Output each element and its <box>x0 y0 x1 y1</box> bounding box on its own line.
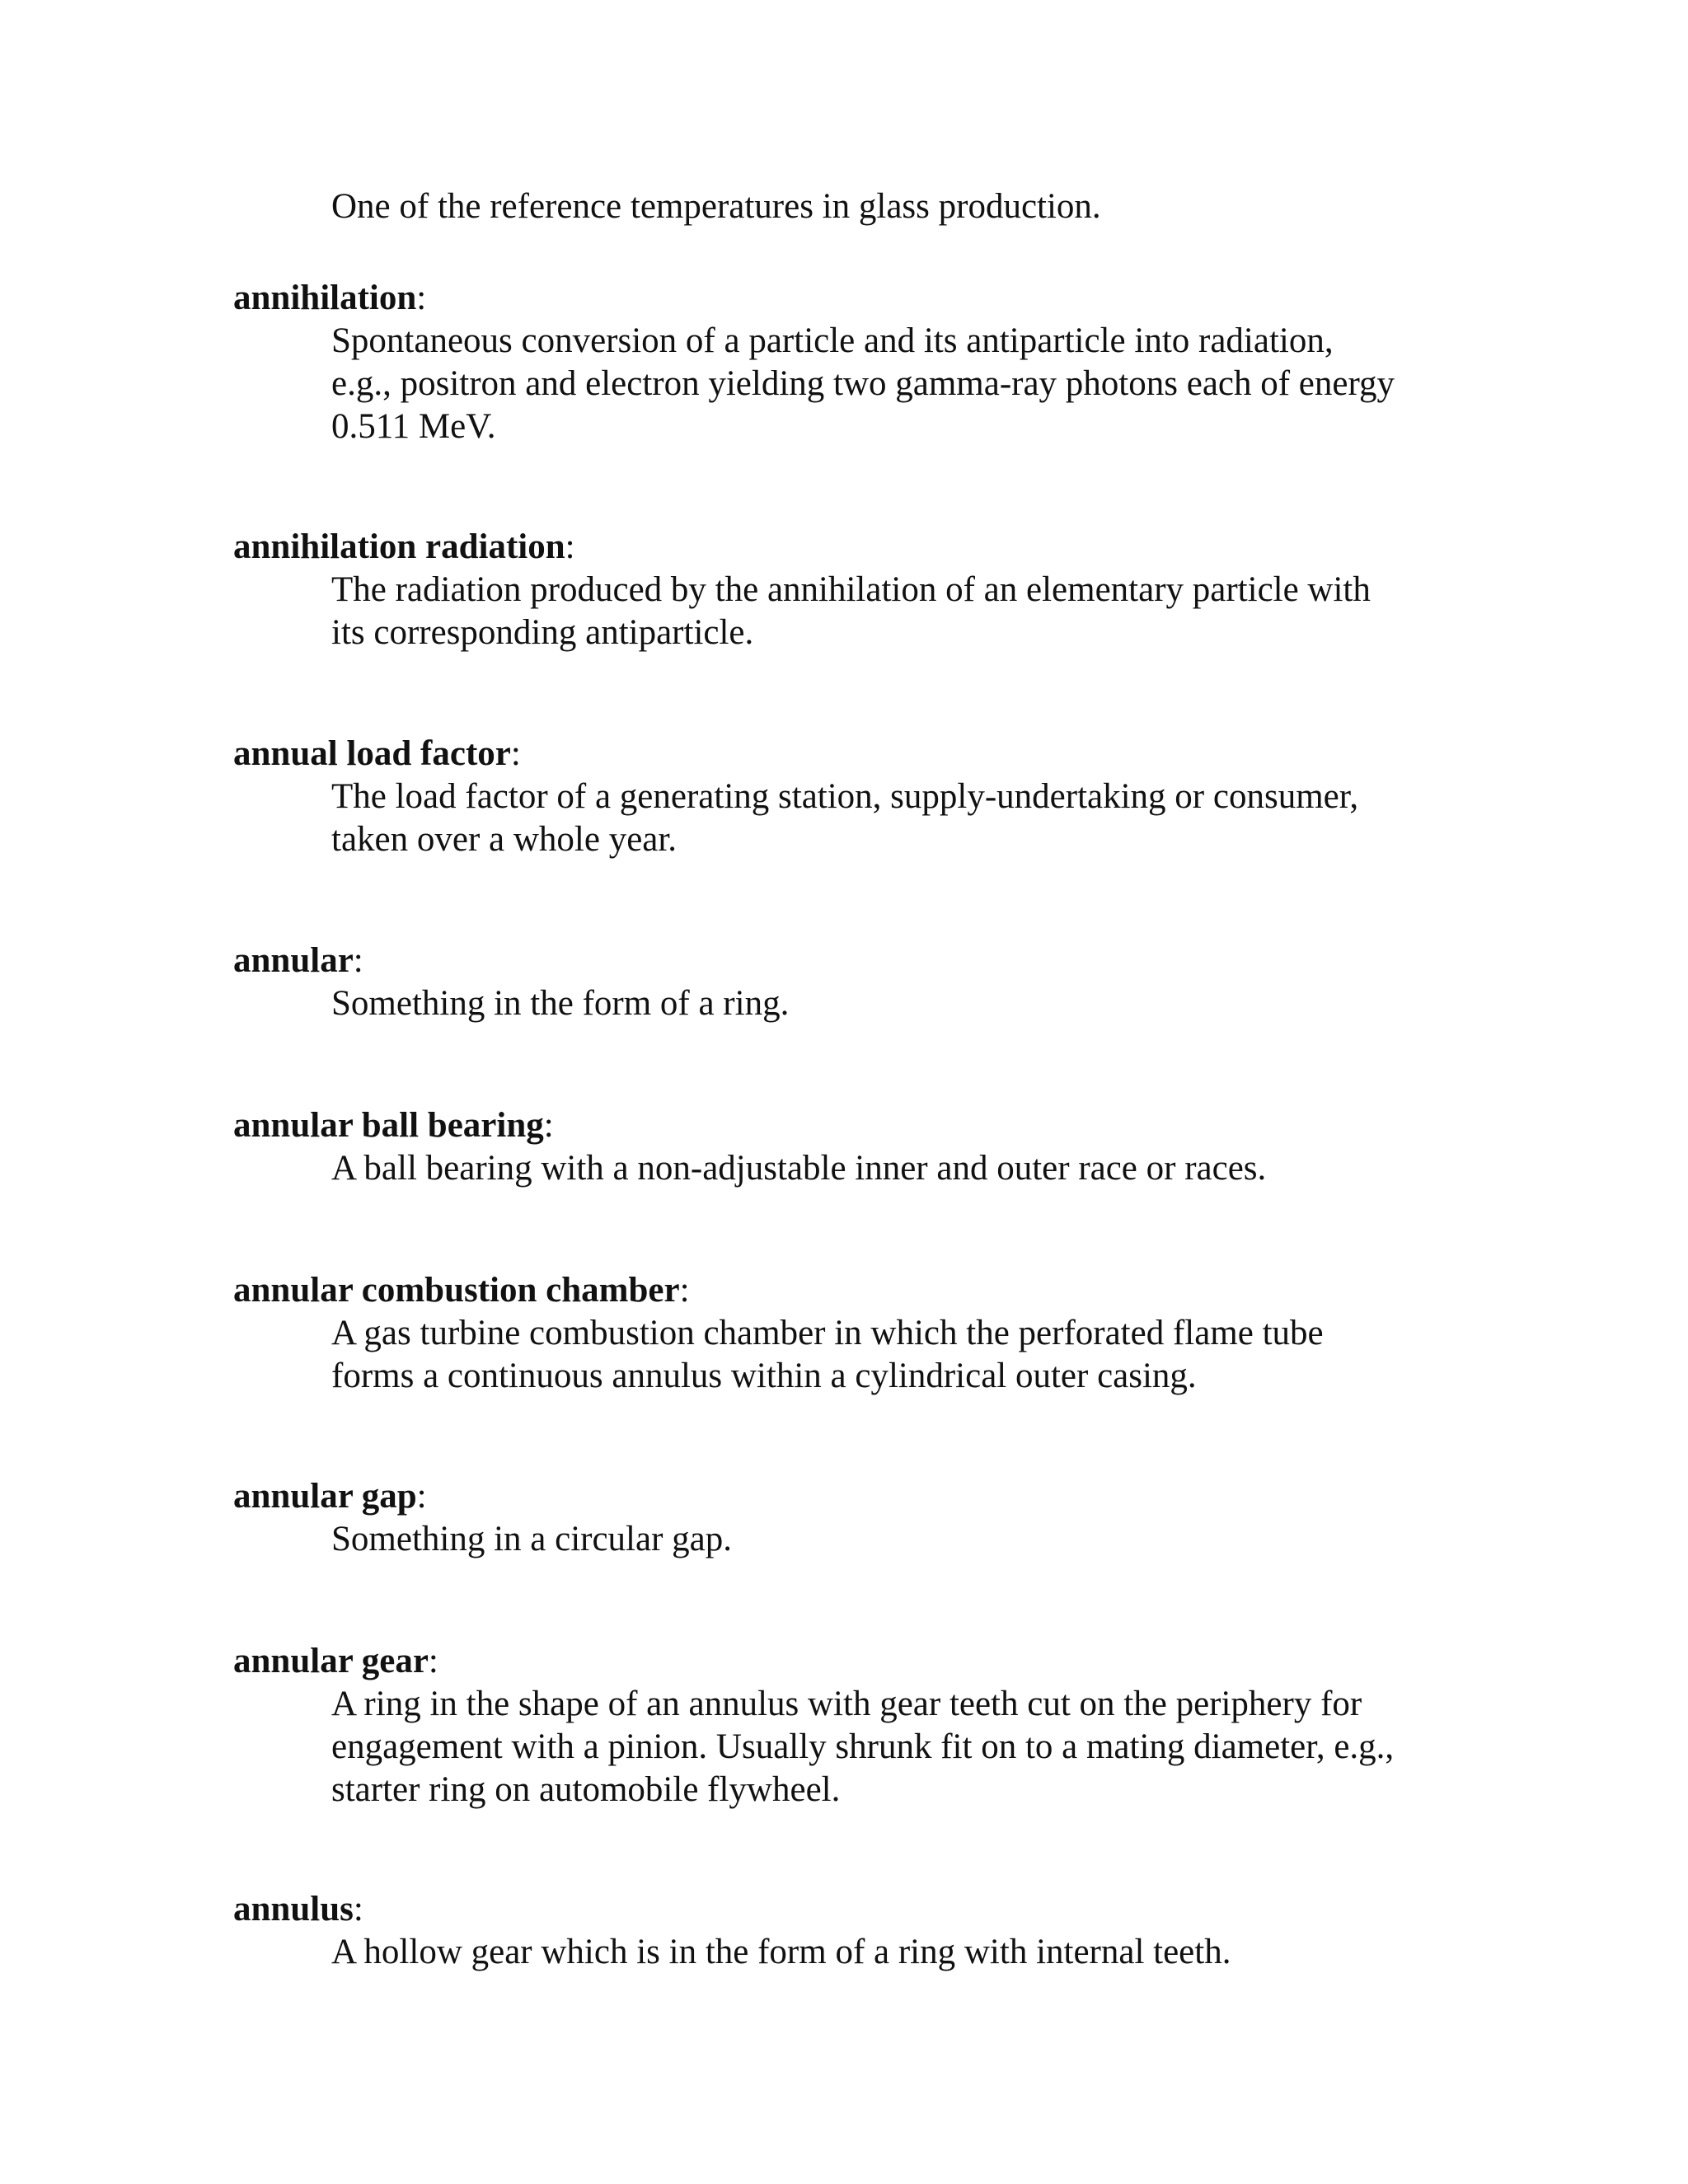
glossary-entry <box>233 1888 1486 1974</box>
definition <box>331 1931 1485 1974</box>
term: annihilation <box>233 279 417 317</box>
term: annular gap <box>233 1477 417 1516</box>
term-separator: : <box>428 1642 438 1680</box>
definition-line: Spontaneous conversion of a particle and its antiparticle into radiation, <box>331 321 1334 360</box>
definition-line: forms a continuous annulus within a cylindrical outer casing. <box>331 1357 1197 1395</box>
term: annular gear <box>233 1642 429 1680</box>
term-line <box>233 277 1486 320</box>
definition-line: starter ring on automobile flywheel. <box>331 1770 841 1809</box>
term: annihilation radiation <box>233 527 565 566</box>
glossary-entry <box>233 1640 1486 1811</box>
term: annular <box>233 941 354 980</box>
term-separator: : <box>543 1106 554 1145</box>
term-separator: : <box>510 734 521 773</box>
glossary-entry <box>233 1104 1486 1190</box>
definition <box>331 1147 1485 1190</box>
definition-line: A gas turbine combustion chamber in which the perforated flame tube <box>331 1314 1324 1352</box>
term-line <box>233 1104 1486 1147</box>
definition-line: The radiation produced by the annihilation of an elementary particle with <box>331 570 1371 609</box>
term-separator: : <box>565 527 575 566</box>
definition-line: engagement with a pinion. Usually shrunk fit on to a mating diameter, e.g., <box>331 1727 1395 1766</box>
glossary-entry <box>233 940 1486 1025</box>
term-line <box>233 733 1486 776</box>
definition-line: A ring in the shape of an annulus with gear teeth cut on the periphery for <box>331 1685 1362 1723</box>
term: annulus <box>233 1890 354 1929</box>
definition-line: Something in the form of a ring. <box>331 984 790 1023</box>
definition-line: its corresponding antiparticle. <box>331 613 754 652</box>
term: annual load factor <box>233 734 511 773</box>
glossary-entry <box>233 526 1486 654</box>
glossary-entry <box>233 277 1486 448</box>
definition <box>331 320 1485 448</box>
definition <box>331 1683 1485 1811</box>
term-line <box>233 1640 1486 1683</box>
term-separator: : <box>416 279 427 317</box>
definition <box>331 1518 1485 1561</box>
definition-line: A ball bearing with a non-adjustable inner and outer race or races. <box>331 1149 1267 1188</box>
continued-definition: One of the reference temperatures in glass production. <box>331 187 1101 226</box>
definition <box>331 776 1485 861</box>
term-separator: : <box>679 1271 690 1310</box>
term-line <box>233 526 1486 569</box>
definition-line: 0.511 MeV. <box>331 407 496 446</box>
term-line <box>233 940 1486 982</box>
definition-line: taken over a whole year. <box>331 820 678 859</box>
glossary-entry <box>233 1269 1486 1398</box>
term-line <box>233 1888 1486 1931</box>
term: annular combustion chamber <box>233 1271 680 1310</box>
glossary-entry <box>233 733 1486 861</box>
term-separator: : <box>353 941 363 980</box>
definition <box>331 569 1485 654</box>
term-line <box>233 1269 1486 1312</box>
definition-line: Something in a circular gap. <box>331 1520 732 1558</box>
definition <box>331 1312 1485 1398</box>
term-line <box>233 1475 1486 1518</box>
definition-line: e.g., positron and electron yielding two gamma-ray photons each of energy <box>331 364 1395 403</box>
glossary-entry <box>233 1475 1486 1561</box>
definition-line: The load factor of a generating station, supply-undertaking or consumer, <box>331 777 1359 816</box>
definition-line: A hollow gear which is in the form of a ring with internal teeth. <box>331 1933 1231 1971</box>
definition <box>331 982 1485 1025</box>
term-separator: : <box>416 1477 427 1516</box>
term-separator: : <box>353 1890 363 1929</box>
term: annular ball bearing <box>233 1106 544 1145</box>
